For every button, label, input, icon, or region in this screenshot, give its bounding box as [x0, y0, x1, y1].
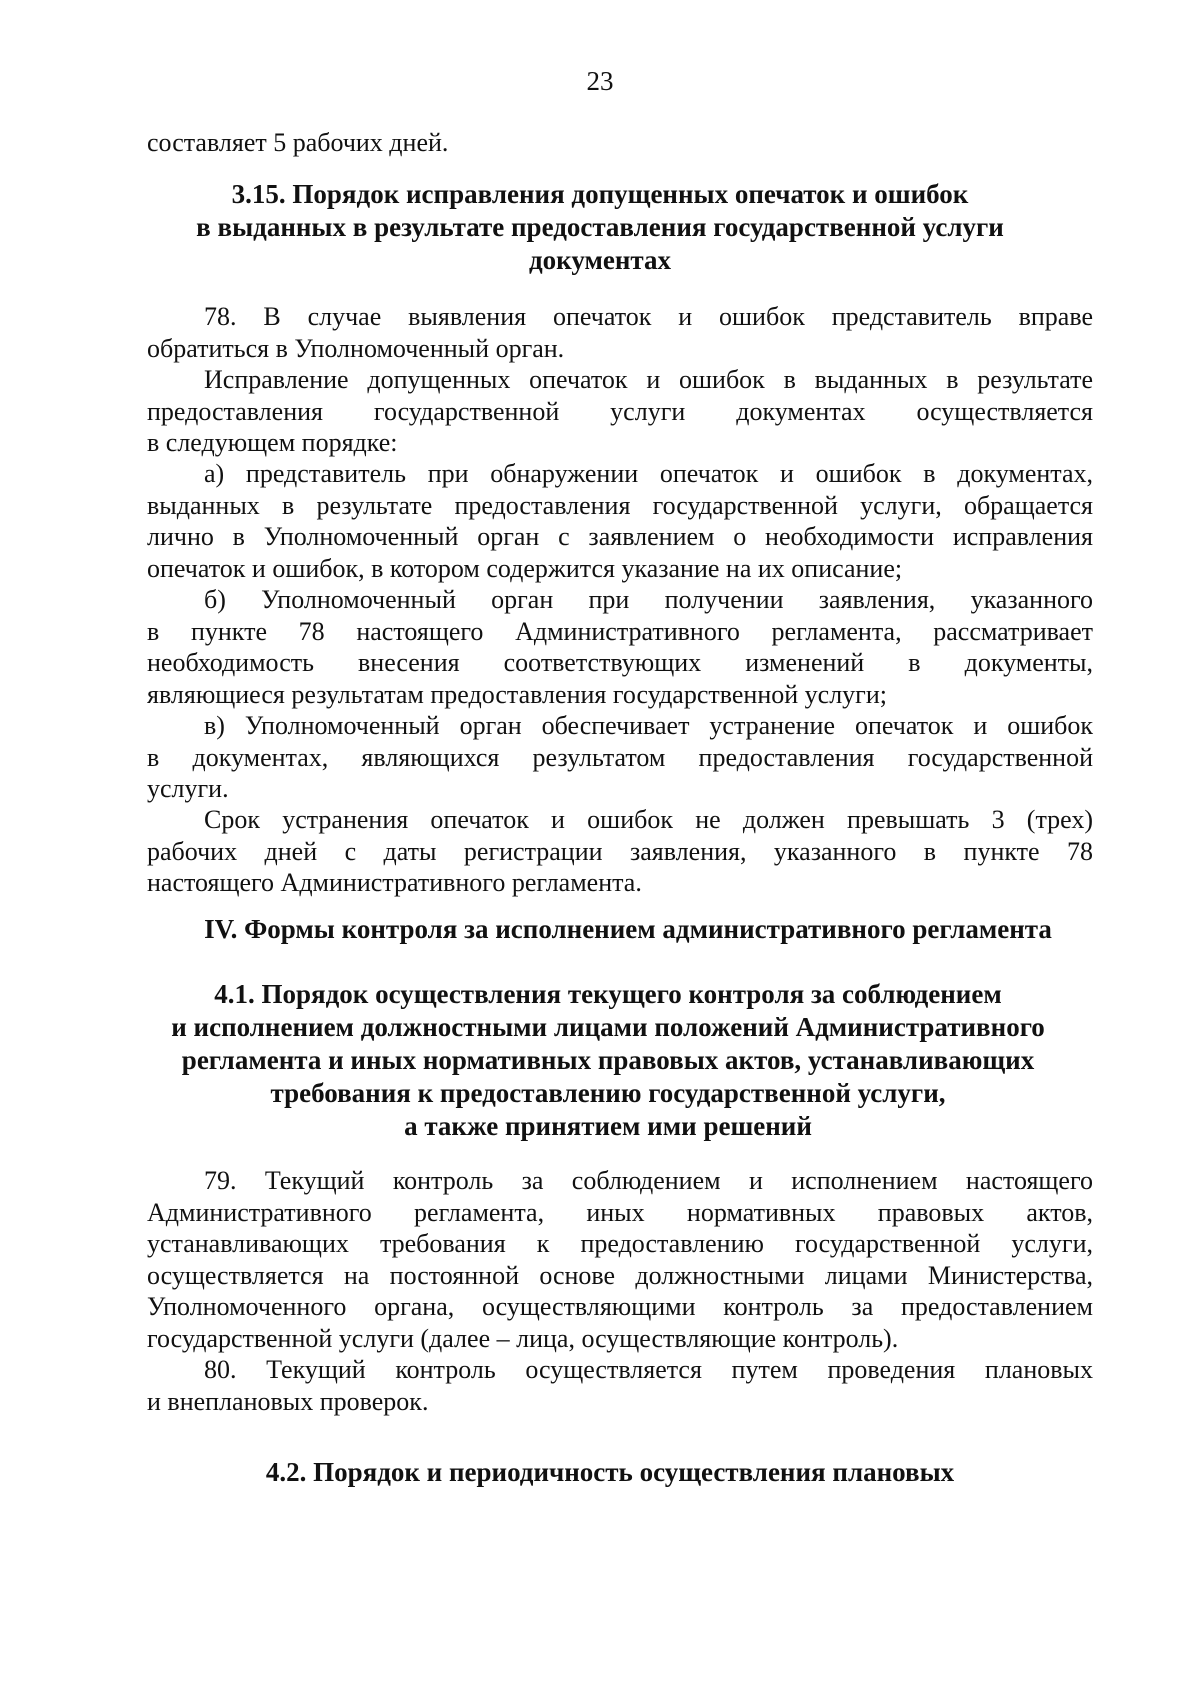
text-line: в) Уполномоченный орган обеспечивает устранение опечаток и ошибок [204, 711, 1093, 740]
text-line: настоящего Административного регламента. [147, 868, 642, 897]
text-line: обратиться в Уполномоченный орган. [147, 333, 565, 363]
heading-line: в выданных в результате предоставления государственной услуги [196, 212, 1004, 242]
text-line: в документах, являющихся результатом предоставления государственной [147, 742, 1093, 772]
paragraph-79 [147, 1165, 1093, 1354]
section-3-15-heading [0, 178, 1200, 277]
text-line: государственной услуги (далее – лица, осуществляющие контроль). [147, 1323, 899, 1353]
text-line: составляет 5 рабочих дней. [147, 128, 449, 157]
text-line: услуги. [147, 774, 229, 803]
heading-line: регламента и иных нормативных правовых актов, устанавливающих [181, 1045, 1035, 1075]
heading-line: 4.2. Порядок и периодичность осуществления плановых [265, 1457, 955, 1487]
heading-line: документах [528, 245, 671, 275]
text-line: являющиеся результатам предоставления государственной услуги; [147, 679, 887, 709]
text-line: лично в Уполномоченный орган с заявлением о необходимости исправления [147, 522, 1093, 551]
section-iv-heading [28, 913, 1200, 946]
heading-line: а также принятием ими решений [404, 1111, 812, 1141]
paragraph-correction-order [147, 364, 1093, 459]
text-line: предоставления государственной услуги документах осуществляется [147, 396, 1093, 426]
text-line: а) представитель при обнаружении опечаток и ошибок в документах, [204, 459, 1093, 488]
list-item-a [147, 458, 1093, 584]
text-line: б) Уполномоченный орган при получении заявления, указанного [204, 585, 1093, 614]
intro-paragraph [147, 127, 1093, 159]
text-line: рабочих дней с даты регистрации заявления, указанного в пункте 78 [147, 836, 1093, 866]
section-4-1-heading [8, 978, 1200, 1143]
text-line: Административного регламента, иных нормативных правовых актов, [147, 1197, 1093, 1227]
text-line: в следующем порядке: [147, 428, 398, 457]
paragraph-78 [147, 301, 1093, 364]
text-line: 78. В случае выявления опечаток и ошибок представитель вправе [204, 302, 1093, 331]
text-line: осуществляется на постоянной основе должностными лицами Министерства, [147, 1260, 1093, 1290]
text-line: Исправление допущенных опечаток и ошибок в выданных в результате [204, 365, 1093, 394]
text-line: выданных в результате предоставления государственной услуги, обращается [147, 490, 1093, 520]
text-line: и внеплановых проверок. [147, 1386, 429, 1416]
heading-line: 4.1. Порядок осуществления текущего контроля за соблюдением [214, 979, 1002, 1009]
heading-line: и исполнением должностными лицами положений Административного [171, 1012, 1045, 1042]
heading-line: 3.15. Порядок исправления допущенных опечаток и ошибок [231, 179, 969, 209]
heading-line: IV. Формы контроля за исполнением административного регламента [204, 914, 1052, 944]
page-number: 23 [586, 66, 614, 96]
text-line: необходимость внесения соответствующих изменений в документы, [147, 648, 1093, 677]
text-line: опечаток и ошибок, в котором содержится указание на их описание; [147, 553, 903, 583]
paragraph-correction-term [147, 804, 1093, 899]
text-line: 80. Текущий контроль осуществляется путем проведения плановых [204, 1355, 1093, 1384]
section-4-2-heading [10, 1456, 1200, 1489]
text-line: Срок устранения опечаток и ошибок не должен превышать 3 (трех) [204, 805, 1093, 834]
text-line: устанавливающих требования к предоставлению государственной услуги, [147, 1229, 1093, 1258]
text-line: Уполномоченного органа, осуществляющими контроль за предоставлением [147, 1292, 1093, 1321]
text-line: 79. Текущий контроль за соблюдением и исполнением настоящего [204, 1166, 1093, 1195]
heading-line: требования к предоставлению государственной услуги, [270, 1078, 946, 1108]
paragraph-80 [147, 1354, 1093, 1417]
list-item-b [147, 584, 1093, 710]
text-line: в пункте 78 настоящего Административного регламента, рассматривает [147, 616, 1093, 646]
list-item-v [147, 710, 1093, 805]
